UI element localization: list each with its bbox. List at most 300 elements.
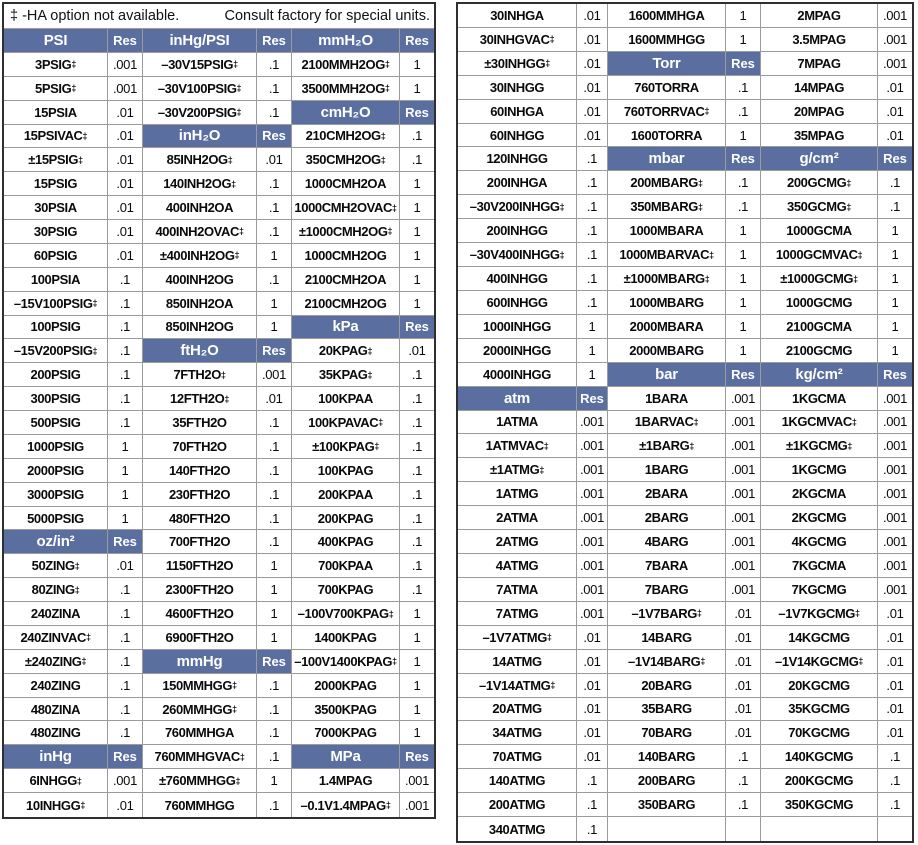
res-cell: 1 [257,292,292,316]
model-cell: 760MMHGG [143,793,257,817]
model-cell: 100KPAA [292,387,400,411]
res-cell: .1 [108,650,143,674]
res-cell: .01 [577,745,608,769]
res-cell: .001 [878,411,912,435]
res-cell: .1 [577,243,608,267]
model-cell: 3500MMH2OG ‡ [292,77,400,101]
model-cell: 350GCMG ‡ [761,195,878,219]
res-cell: 1 [257,769,292,793]
res-cell: .1 [108,674,143,698]
model-cell: 2BARA [608,482,726,506]
model-cell: 4ATMG [458,554,577,578]
unit-section-header: bar [608,363,726,387]
res-cell: .001 [878,554,912,578]
model-cell: ±400INH2OG ‡ [143,244,257,268]
model-cell: 2100CMH2OA [292,268,400,292]
res-cell: .01 [726,721,761,745]
model-cell: 2000MBARG [608,339,726,363]
res-cell: .001 [577,530,608,554]
res-cell: .01 [108,101,143,125]
model-cell: 400KPAG [292,530,400,554]
model-cell: –30V200PSIG ‡ [143,101,257,125]
model-cell: 760TORRVAC ‡ [608,100,726,124]
res-cell: 1 [726,243,761,267]
model-cell: 20MPAG [761,100,878,124]
model-cell: 2BARG [608,506,726,530]
model-cell: –30V100PSIG ‡ [143,77,257,101]
res-cell: .1 [400,125,434,149]
res-cell: .01 [878,602,912,626]
unit-section-header: mmHg [143,650,257,674]
model-cell: 480ZINA [4,698,108,722]
res-cell: .01 [878,626,912,650]
model-cell: 30PSIG [4,220,108,244]
res-cell: .1 [257,220,292,244]
res-cell: .1 [577,817,608,841]
empty-cell [608,817,726,841]
res-cell: .1 [257,698,292,722]
res-cell: 1 [400,626,434,650]
res-cell: .01 [257,148,292,172]
res-cell: .1 [257,745,292,769]
res-cell: .001 [726,554,761,578]
res-cell: .001 [577,434,608,458]
unit-section-header: atm [458,387,577,411]
res-cell: .001 [577,411,608,435]
res-cell: .001 [577,458,608,482]
model-cell: 30INHGVAC ‡ [458,28,577,52]
res-cell: .1 [400,483,434,507]
model-cell: 3000PSIG [4,483,108,507]
res-cell: .01 [878,650,912,674]
res-cell: .1 [257,77,292,101]
model-cell: 6900FTH2O [143,626,257,650]
res-cell: .001 [108,77,143,101]
res-cell: 1 [257,244,292,268]
res-cell: .1 [108,698,143,722]
model-cell: 200GCMG ‡ [761,171,878,195]
res-cell: .1 [577,171,608,195]
res-cell: .001 [726,411,761,435]
model-cell: 2000PSIG [4,459,108,483]
model-cell: 210CMH2OG ‡ [292,125,400,149]
model-cell: 6INHGG ‡ [4,769,108,793]
model-cell: 850INH2OG [143,316,257,340]
res-header: Res [257,650,292,674]
footnote-row [4,4,434,29]
model-cell: 80ZING ‡ [4,578,108,602]
res-cell: 1 [577,339,608,363]
model-cell: 1KGCMVAC ‡ [761,411,878,435]
res-header: Res [108,530,143,554]
res-cell: 1 [400,196,434,220]
res-cell: .001 [878,578,912,602]
model-cell: 70KGCMG [761,721,878,745]
model-cell: ±1BARG ‡ [608,434,726,458]
res-cell: 1 [400,292,434,316]
res-cell: .01 [878,76,912,100]
unit-section-header: mmH₂O [292,29,400,53]
pressure-range-table-right [456,2,914,843]
model-cell: 600INHGG [458,291,577,315]
res-cell: .1 [400,507,434,531]
model-cell: 35FTH2O [143,411,257,435]
res-cell: 1 [400,244,434,268]
model-cell: 350MBARG ‡ [608,195,726,219]
model-cell: 140KGCMG [761,745,878,769]
res-cell: .01 [577,721,608,745]
res-cell: .01 [726,602,761,626]
model-cell: 200INHGG [458,219,577,243]
res-cell: .1 [257,530,292,554]
model-cell: 200KPAG [292,507,400,531]
model-cell: 700KPAG [292,578,400,602]
model-cell: 1ATMA [458,411,577,435]
model-cell: 2100GCMG [761,339,878,363]
unit-section-header: Torr [608,52,726,76]
model-cell: 2ATMA [458,506,577,530]
model-cell: 1000INHGG [458,315,577,339]
model-cell: 1000CMH2OG [292,244,400,268]
res-cell: .1 [400,148,434,172]
res-header: Res [400,316,434,340]
unit-section-header: MPa [292,745,400,769]
res-cell: 1 [726,219,761,243]
model-cell: –1V14ATMG ‡ [458,674,577,698]
res-cell: .1 [726,76,761,100]
unit-section-header: cmH₂O [292,101,400,125]
model-cell: 3PSIG ‡ [4,53,108,77]
res-cell: .01 [108,220,143,244]
model-cell: 35KPAG ‡ [292,363,400,387]
res-cell: .1 [400,578,434,602]
res-cell: .1 [400,435,434,459]
res-cell: 1 [400,698,434,722]
model-cell: 100PSIG [4,316,108,340]
res-cell: 1 [726,315,761,339]
model-cell: 260MMHGG ‡ [143,698,257,722]
res-cell: .01 [577,100,608,124]
model-cell: ±1ATMG ‡ [458,458,577,482]
res-header: Res [400,101,434,125]
model-cell: 400INH2OG [143,268,257,292]
res-cell: .001 [878,434,912,458]
model-cell: 70BARG [608,721,726,745]
model-cell: 2100MMH2OG ‡ [292,53,400,77]
res-cell: .1 [577,219,608,243]
model-cell: 140FTH2O [143,459,257,483]
res-cell: .001 [726,387,761,411]
res-cell: 1 [108,459,143,483]
model-cell: 350KGCMG [761,793,878,817]
model-cell: 1000MBARG [608,291,726,315]
model-cell: 760MMHGA [143,721,257,745]
model-cell: 2300FTH2O [143,578,257,602]
unit-section-header: g/cm² [761,147,878,171]
res-cell: .1 [726,769,761,793]
model-cell: 850INH2OA [143,292,257,316]
res-cell: 1 [257,602,292,626]
model-cell: 120INHGG [458,147,577,171]
model-cell: 4600FTH2O [143,602,257,626]
model-cell: 60INHGA [458,100,577,124]
res-cell: .001 [108,769,143,793]
model-cell: 1000CMH2OVAC ‡ [292,196,400,220]
model-cell: 3500KPAG [292,698,400,722]
res-cell: 1 [400,77,434,101]
model-cell: 140INH2OG ‡ [143,172,257,196]
model-cell: 2ATMG [458,530,577,554]
res-cell: 1 [400,268,434,292]
model-cell: 350CMH2OG ‡ [292,148,400,172]
res-cell: .1 [108,316,143,340]
model-cell: 50ZING ‡ [4,554,108,578]
model-cell: –1V7KGCMG ‡ [761,602,878,626]
model-cell: 7ATMA [458,578,577,602]
res-cell: .01 [108,244,143,268]
model-cell: 5PSIG ‡ [4,77,108,101]
res-cell: .01 [726,626,761,650]
res-cell: .01 [726,650,761,674]
model-cell: 30PSIA [4,196,108,220]
model-cell: 1BARVAC ‡ [608,411,726,435]
model-cell: 340ATMG [458,817,577,841]
model-cell: 7000KPAG [292,721,400,745]
model-cell: 1BARA [608,387,726,411]
model-cell: 1600MMHGA [608,4,726,28]
res-cell: 1 [400,172,434,196]
model-cell: 1400KPAG [292,626,400,650]
res-cell: .1 [108,339,143,363]
model-cell: 350BARG [608,793,726,817]
model-cell: 12FTH2O ‡ [143,387,257,411]
model-cell: –100V700KPAG ‡ [292,602,400,626]
res-header: Res [108,745,143,769]
model-cell: ±1000GCMG ‡ [761,267,878,291]
model-cell: 35KGCMG [761,698,878,722]
res-cell: .1 [257,101,292,125]
res-cell: .1 [257,53,292,77]
res-cell: .001 [400,769,434,793]
res-header: Res [878,363,912,387]
model-cell: 500PSIG [4,411,108,435]
model-cell: 760TORRA [608,76,726,100]
res-cell: .001 [577,482,608,506]
model-cell: 100KPAVAC ‡ [292,411,400,435]
model-cell: 1KGCMG [761,458,878,482]
res-cell: 1 [878,339,912,363]
model-cell: ±1KGCMG ‡ [761,434,878,458]
model-cell: 1000GCMA [761,219,878,243]
model-cell: 1600TORRA [608,124,726,148]
res-cell: .001 [878,506,912,530]
res-cell: 1 [726,124,761,148]
res-cell: 1 [257,626,292,650]
model-cell: 150MMHGG ‡ [143,674,257,698]
res-cell: .1 [878,195,912,219]
model-cell: 1600MMHGG [608,28,726,52]
model-cell: 1.4MPAG [292,769,400,793]
model-cell: 2100GCMA [761,315,878,339]
res-cell: .1 [577,267,608,291]
model-cell: –30V200INHGG ‡ [458,195,577,219]
res-cell: .01 [108,172,143,196]
model-cell: 15PSIG [4,172,108,196]
model-cell: 200INHGA [458,171,577,195]
model-cell: 7KGCMA [761,554,878,578]
model-cell: –100V1400KPAG ‡ [292,650,400,674]
res-header: Res [257,125,292,149]
res-cell: .1 [257,172,292,196]
model-cell: 1000MBARA [608,219,726,243]
model-cell: 1ATMVAC ‡ [458,434,577,458]
res-cell: 1 [400,220,434,244]
model-cell: ±760MMHGG ‡ [143,769,257,793]
unit-section-header: mbar [608,147,726,171]
model-cell: 760MMHGVAC ‡ [143,745,257,769]
res-cell: 1 [878,291,912,315]
res-cell: .01 [577,76,608,100]
res-cell: .01 [577,674,608,698]
model-cell: 34ATMG [458,721,577,745]
res-cell: 1 [577,363,608,387]
model-cell: 14MPAG [761,76,878,100]
model-cell: –1V7BARG ‡ [608,602,726,626]
res-cell: .1 [400,363,434,387]
res-cell: .1 [108,411,143,435]
res-cell: .1 [400,459,434,483]
res-cell: .1 [577,291,608,315]
model-cell: 14KGCMG [761,626,878,650]
res-cell: .01 [878,698,912,722]
res-cell: .1 [577,195,608,219]
model-cell: 20KPAG ‡ [292,339,400,363]
res-cell: 1 [726,28,761,52]
res-cell: .1 [726,793,761,817]
res-cell: .001 [878,482,912,506]
res-cell: 1 [108,483,143,507]
model-cell: 1000MBARVAC ‡ [608,243,726,267]
res-cell: 1 [108,507,143,531]
model-cell: 1BARG [608,458,726,482]
res-cell: 1 [257,554,292,578]
model-cell: 2000INHGG [458,339,577,363]
res-cell: .1 [257,483,292,507]
unit-section-header: kPa [292,316,400,340]
model-cell: 70ATMG [458,745,577,769]
model-cell: 200BARG [608,769,726,793]
model-cell: –0.1V1.4MPAG ‡ [292,793,400,817]
model-cell: –15V200PSIG ‡ [4,339,108,363]
model-cell: 2KGCMG [761,506,878,530]
model-cell: –1V7ATMG ‡ [458,626,577,650]
model-cell: 10INHGG ‡ [4,793,108,817]
model-cell: 400INHGG [458,267,577,291]
model-cell: 240ZINA [4,602,108,626]
res-cell: 1 [577,315,608,339]
model-cell: 3.5MPAG [761,28,878,52]
pressure-range-table-left [2,2,436,819]
model-cell: 100PSIA [4,268,108,292]
res-cell: .01 [878,124,912,148]
res-cell: .01 [878,674,912,698]
res-cell: .1 [108,578,143,602]
res-cell: .01 [400,339,434,363]
res-cell: 1 [400,721,434,745]
res-cell: 1 [726,267,761,291]
model-cell: 30INHGA [458,4,577,28]
res-cell: .001 [878,387,912,411]
res-cell: .1 [878,793,912,817]
model-cell: 70FTH2O [143,435,257,459]
model-cell: 700KPAA [292,554,400,578]
model-cell: 60PSIG [4,244,108,268]
footnote-consult-text: Consult factory for special units. [224,8,430,24]
res-header: Res [257,339,292,363]
res-cell: .1 [108,292,143,316]
res-header: Res [726,363,761,387]
res-cell: .01 [726,674,761,698]
unit-section-header: inH₂O [143,125,257,149]
res-cell: .01 [577,650,608,674]
model-cell: 700FTH2O [143,530,257,554]
res-cell: .001 [726,458,761,482]
model-cell: 5000PSIG [4,507,108,531]
res-cell: .1 [257,268,292,292]
model-cell: ±15PSIG ‡ [4,148,108,172]
model-cell: 35MPAG [761,124,878,148]
res-cell: 1 [726,291,761,315]
res-header: Res [400,745,434,769]
res-cell: .1 [108,387,143,411]
model-cell: 7ATMG [458,602,577,626]
model-cell: 1150FTH2O [143,554,257,578]
res-cell: .001 [878,28,912,52]
model-cell: 300PSIG [4,387,108,411]
res-cell: 1 [108,435,143,459]
res-cell: .1 [108,602,143,626]
res-cell: 1 [400,53,434,77]
res-cell: .1 [400,554,434,578]
model-cell: 30INHGG [458,76,577,100]
res-cell: 1 [257,316,292,340]
model-cell: ±30INHGG ‡ [458,52,577,76]
model-cell: 2100CMH2OG [292,292,400,316]
res-header: Res [400,29,434,53]
res-cell: 1 [400,602,434,626]
res-cell: .001 [108,53,143,77]
res-cell: 1 [726,339,761,363]
res-cell: .1 [108,363,143,387]
res-cell: 1 [878,267,912,291]
model-cell: 15PSIA [4,101,108,125]
res-cell: .001 [878,4,912,28]
model-cell: 100KPAG [292,459,400,483]
res-cell: .001 [726,530,761,554]
res-cell: .1 [577,147,608,171]
res-cell: 1 [878,219,912,243]
res-cell: .1 [878,769,912,793]
empty-res-cell [726,817,761,841]
model-cell: –15V100PSIG ‡ [4,292,108,316]
res-cell: .01 [108,125,143,149]
res-cell: 1 [878,243,912,267]
model-cell: 85INH2OG ‡ [143,148,257,172]
model-cell: 20KGCMG [761,674,878,698]
res-cell: .1 [257,674,292,698]
model-cell: 2000MBARA [608,315,726,339]
model-cell: 15PSIVAC ‡ [4,125,108,149]
